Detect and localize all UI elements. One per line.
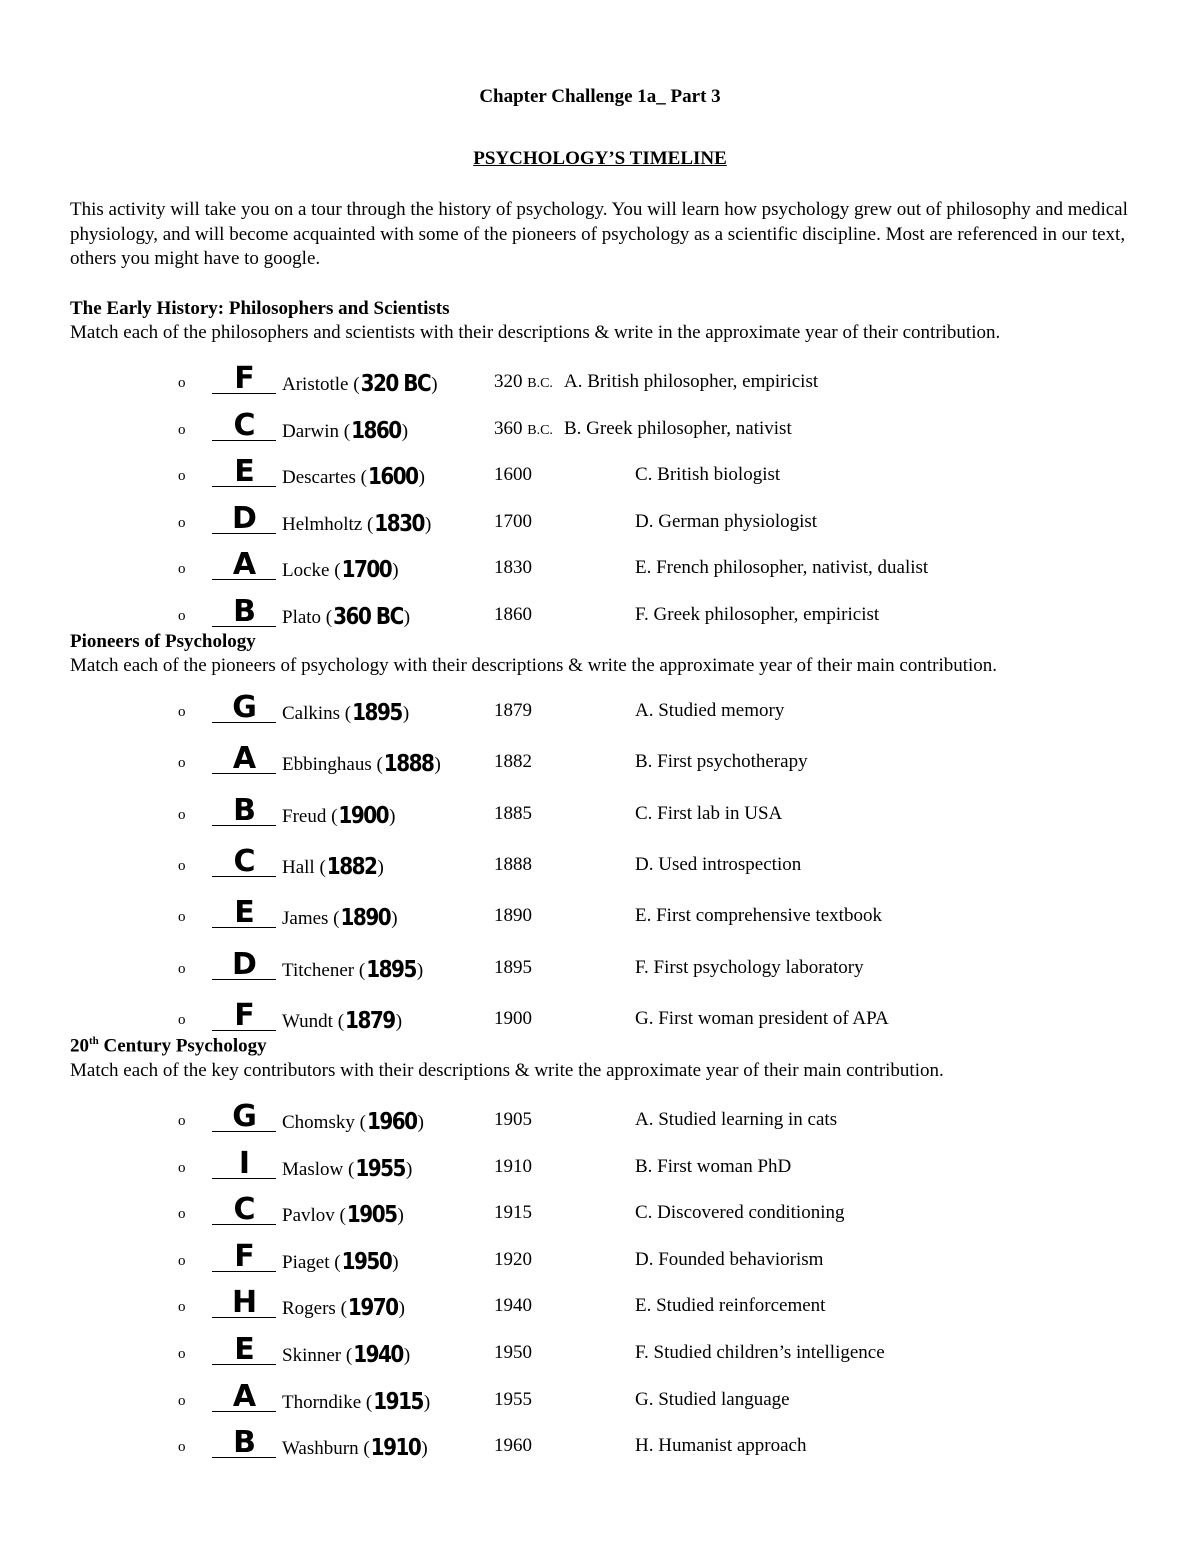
option-description: E. First comprehensive textbook: [635, 905, 882, 927]
bullet-marker: o: [178, 1011, 186, 1028]
person-name: [282, 905, 398, 930]
handwritten-year[interactable]: 1940: [353, 1340, 403, 1368]
option-description: A. British philosopher, empiricist: [564, 371, 819, 392]
bullet-marker: o: [178, 1392, 186, 1409]
option-description: C. Discovered conditioning: [635, 1202, 845, 1224]
closing-paren: ): [403, 1345, 411, 1366]
option-description: B. First woman PhD: [635, 1155, 792, 1177]
answer-blank[interactable]: [212, 361, 276, 394]
match-row: [0, 1099, 1200, 1139]
answer-blank[interactable]: [212, 998, 276, 1031]
answer-blank[interactable]: [212, 947, 276, 980]
closing-paren: ): [416, 959, 424, 981]
match-row: [0, 547, 1200, 587]
person-name-text: Washburn (: [282, 1438, 370, 1460]
handwritten-answer-letter: G: [232, 1099, 256, 1134]
person-name-text: Titchener (: [282, 959, 366, 981]
match-row: [0, 1378, 1200, 1419]
section-heading-20th-century: [70, 1035, 267, 1057]
match-row: [0, 946, 1200, 987]
option-year: 1900: [494, 1007, 532, 1029]
person-name-text: Piaget (: [282, 1251, 341, 1273]
answer-blank[interactable]: [212, 690, 276, 723]
option-description: G. First woman president of APA: [635, 1007, 889, 1029]
handwritten-year[interactable]: 1955: [355, 1153, 405, 1182]
closing-paren: ): [424, 513, 432, 535]
answer-blank[interactable]: [212, 408, 276, 441]
bullet-marker: o: [178, 561, 186, 577]
option-description: F. Studied children’s intelligence: [635, 1342, 885, 1363]
person-name-text: Darwin (: [282, 420, 351, 442]
option-year: 1600: [494, 464, 532, 485]
handwritten-answer-letter: A: [232, 547, 256, 582]
bullet-marker: o: [178, 1113, 186, 1129]
person-name: [282, 415, 409, 444]
bullet-marker: o: [178, 1299, 186, 1316]
option-description: E. Studied reinforcement: [635, 1295, 826, 1317]
closing-paren: ): [389, 805, 396, 827]
handwritten-answer-letter: C: [233, 407, 255, 443]
handwritten-year[interactable]: 1830: [374, 508, 424, 537]
option-description: E. French philosopher, nativist, dualist: [635, 557, 929, 578]
option-year: 1879: [494, 700, 532, 721]
handwritten-year[interactable]: 1700: [341, 555, 392, 583]
option-description: F. Greek philosopher, empiricist: [635, 603, 880, 625]
handwritten-answer-letter: B: [233, 792, 255, 828]
handwritten-year[interactable]: 1915: [373, 1386, 423, 1415]
person-name-text: Hall (: [282, 856, 326, 878]
handwritten-answer-letter: G: [232, 690, 256, 725]
handwritten-year[interactable]: 1970: [347, 1293, 398, 1322]
handwritten-year[interactable]: 360 BC: [333, 601, 403, 630]
section-instruction-early-history: Match each of the philosophers and scientists with their descriptions & write in the approximate year of their contribution.: [70, 322, 1001, 343]
closing-paren: ): [421, 1438, 428, 1460]
match-row: [0, 361, 1200, 401]
bullet-marker: o: [178, 375, 186, 391]
option-description: C. British biologist: [635, 464, 781, 485]
bullet-marker: o: [178, 857, 186, 874]
person-name: [282, 700, 409, 725]
bullet-marker: o: [178, 468, 186, 484]
answer-blank[interactable]: [212, 1379, 276, 1412]
section-instruction-20th-century: Match each of the key contributors with their descriptions & write the approximate year of their main contribution.: [70, 1060, 944, 1081]
closing-paren: ): [392, 560, 399, 581]
person-name-text: Rogers (: [282, 1298, 347, 1320]
handwritten-answer-letter: I: [238, 1145, 250, 1181]
person-name: [282, 1109, 424, 1134]
handwritten-year[interactable]: 1895: [352, 698, 402, 726]
handwritten-answer-letter: E: [234, 895, 254, 931]
person-name: [282, 1202, 404, 1227]
answer-blank[interactable]: [212, 1192, 276, 1228]
page-subtitle: PSYCHOLOGY’S TIMELINE: [473, 148, 727, 169]
answer-blank[interactable]: [212, 1099, 276, 1132]
answer-blank[interactable]: [212, 594, 276, 627]
person-name-text: Skinner (: [282, 1345, 353, 1366]
match-row: [0, 593, 1200, 634]
person-name: [282, 601, 411, 630]
option-year: 1885: [494, 802, 532, 824]
match-row: [0, 500, 1200, 541]
match-row: [0, 1285, 1200, 1325]
handwritten-answer-letter: F: [234, 361, 254, 396]
answer-blank[interactable]: [212, 501, 276, 534]
handwritten-year[interactable]: 1950: [341, 1246, 392, 1275]
match-row: [0, 792, 1200, 833]
person-name: [282, 371, 438, 396]
person-name-text: Chomsky (: [282, 1112, 366, 1133]
bullet-marker: o: [178, 1346, 186, 1362]
option-description: B. First psychotherapy: [635, 751, 808, 773]
option-year: 1960: [494, 1435, 532, 1457]
bullet-marker: o: [178, 1159, 186, 1176]
answer-blank[interactable]: [212, 1146, 276, 1179]
answer-blank[interactable]: [212, 1239, 276, 1272]
handwritten-year[interactable]: 1888: [383, 749, 434, 778]
option-year: 1940: [494, 1295, 532, 1317]
person-name-text: Aristotle (: [282, 374, 360, 395]
bullet-marker: o: [178, 960, 186, 977]
bullet-marker: o: [178, 1439, 186, 1456]
option-year: 1700: [494, 510, 532, 532]
person-name: [282, 1435, 428, 1460]
person-name: [282, 954, 424, 983]
match-row: [0, 895, 1200, 935]
option-year: 1895: [494, 956, 532, 978]
match-row: [0, 997, 1200, 1038]
person-name: [282, 1342, 410, 1367]
option-year: 1860: [494, 603, 532, 625]
option-year: 1882: [494, 751, 532, 773]
option-description: A. Studied memory: [635, 700, 785, 721]
option-year: 1910: [494, 1155, 532, 1177]
option-year: 1955: [494, 1388, 532, 1410]
bullet-marker: o: [178, 607, 186, 624]
bullet-marker: o: [178, 909, 186, 926]
handwritten-year[interactable]: 1960: [366, 1107, 417, 1135]
handwritten-answer-letter: A: [232, 741, 256, 777]
page-title: Chapter Challenge 1a_ Part 3: [479, 86, 721, 107]
intro-paragraph: This activity will take you on a tour through the history of psychology. You will learn how psychology grew out of philosophy and medical physiology, and will become acquainted with some of the pioneers of psychology as a scientific discipline. Most are referenced in our text, others you might have to google.: [70, 199, 1128, 269]
handwritten-year[interactable]: 1879: [345, 1005, 395, 1034]
option-year: 1830: [494, 557, 532, 578]
closing-paren: ): [434, 754, 441, 776]
handwritten-year[interactable]: 1910: [370, 1433, 421, 1461]
person-name-text: Locke (: [282, 560, 341, 581]
option-description: D. Founded behaviorism: [635, 1248, 824, 1270]
option-year: 1905: [494, 1109, 532, 1130]
handwritten-answer-letter: D: [232, 500, 256, 536]
handwritten-answer-letter: F: [234, 1238, 254, 1274]
person-name: [282, 751, 441, 776]
option-year: 360 B.C.: [494, 417, 553, 439]
closing-paren: ): [431, 374, 438, 395]
bullet-marker: o: [178, 1252, 186, 1269]
option-year: 1915: [494, 1202, 532, 1224]
person-name-text: Plato (: [282, 606, 333, 628]
handwritten-year[interactable]: 1905: [346, 1200, 397, 1228]
section-heading-number: 20: [70, 1035, 89, 1057]
person-name: [282, 1005, 403, 1034]
answer-blank[interactable]: [212, 547, 276, 580]
answer-blank[interactable]: [212, 844, 276, 877]
match-row: [0, 1145, 1200, 1186]
match-row: [0, 843, 1200, 884]
section-heading-text: Century Psychology: [98, 1035, 267, 1057]
section-instruction-pioneers: Match each of the pioneers of psychology with their descriptions & write the approximate year of their main contribution.: [70, 655, 998, 676]
section-heading-ordinal: th: [89, 1035, 99, 1047]
option-description: D. German physiologist: [635, 510, 818, 532]
person-name-text: Freud (: [282, 805, 338, 827]
section-heading-early-history: The Early History: Philosophers and Scientists: [70, 298, 450, 319]
person-name: [282, 800, 396, 829]
person-name: [282, 1246, 399, 1275]
person-name: [282, 464, 425, 489]
match-row: [0, 407, 1200, 448]
handwritten-answer-letter: A: [232, 1378, 256, 1414]
handwritten-year[interactable]: 1895: [366, 954, 416, 983]
handwritten-year[interactable]: 320 BC: [360, 369, 431, 397]
person-name: [282, 1295, 405, 1320]
person-name-text: Pavlov (: [282, 1205, 346, 1227]
person-name-text: Calkins (: [282, 703, 352, 724]
handwritten-year[interactable]: 1860: [351, 415, 401, 444]
match-row: [0, 1332, 1200, 1372]
match-row: [0, 690, 1200, 730]
handwritten-answer-letter: E: [234, 1332, 254, 1367]
handwritten-year[interactable]: 1600: [367, 462, 418, 490]
handwritten-year[interactable]: 1890: [340, 903, 391, 931]
match-row: [0, 741, 1200, 781]
option-year: 1950: [494, 1342, 532, 1363]
closing-paren: ): [405, 1158, 413, 1180]
person-name: [282, 854, 384, 879]
answer-blank[interactable]: [212, 1285, 276, 1321]
person-name-text: Ebbinghaus (: [282, 754, 383, 776]
closing-paren: ): [402, 703, 410, 724]
closing-paren: ): [397, 1205, 404, 1227]
person-name: [282, 1386, 431, 1415]
person-name: [282, 1153, 413, 1182]
match-row: [0, 454, 1200, 494]
person-name: [282, 508, 432, 537]
option-year: 1890: [494, 905, 532, 927]
closing-paren: ): [403, 606, 411, 628]
handwritten-answer-letter: C: [233, 1192, 255, 1228]
section-heading-pioneers: Pioneers of Psychology: [70, 631, 256, 652]
handwritten-answer-letter: D: [232, 946, 256, 982]
handwritten-answer-letter: B: [233, 1425, 255, 1461]
person-name-text: Thorndike (: [282, 1391, 373, 1413]
match-row: [0, 1192, 1200, 1232]
handwritten-year[interactable]: 1900: [338, 800, 389, 829]
person-name-text: Descartes (: [282, 467, 367, 488]
answer-blank[interactable]: [212, 454, 276, 487]
closing-paren: ): [377, 856, 384, 878]
option-year: 1920: [494, 1248, 532, 1270]
handwritten-answer-letter: C: [233, 843, 255, 879]
match-row: [0, 1238, 1200, 1279]
closing-paren: ): [417, 1112, 424, 1133]
bullet-marker: o: [178, 421, 186, 438]
answer-blank[interactable]: [212, 741, 276, 777]
match-row: [0, 1425, 1200, 1465]
answer-blank[interactable]: [212, 793, 276, 826]
handwritten-answer-letter: F: [234, 997, 254, 1033]
option-description: D. Used introspection: [635, 853, 802, 875]
closing-paren: ): [423, 1391, 431, 1413]
closing-paren: ): [398, 1298, 405, 1320]
option-description: H. Humanist approach: [635, 1435, 807, 1457]
handwritten-answer-letter: E: [234, 454, 254, 489]
answer-blank[interactable]: [212, 1332, 276, 1365]
option-description: F. First psychology laboratory: [635, 956, 864, 978]
option-description: G. Studied language: [635, 1388, 790, 1410]
closing-paren: ): [395, 1010, 403, 1032]
bullet-marker: o: [178, 704, 186, 720]
closing-paren: ): [391, 908, 398, 930]
option-year: 1888: [494, 853, 532, 875]
handwritten-answer-letter: H: [231, 1285, 257, 1321]
bullet-marker: o: [178, 1206, 186, 1223]
closing-paren: ): [418, 467, 425, 488]
person-name-text: James (: [282, 908, 340, 930]
bullet-marker: o: [178, 755, 186, 772]
bullet-marker: o: [178, 806, 186, 823]
person-name: [282, 557, 399, 582]
option-description: A. Studied learning in cats: [635, 1109, 838, 1130]
option-description: B. Greek philosopher, nativist: [564, 417, 792, 439]
answer-blank[interactable]: [212, 895, 276, 931]
option-year: 320 B.C.: [494, 371, 553, 392]
closing-paren: ): [401, 420, 409, 442]
handwritten-answer-letter: B: [233, 593, 255, 629]
person-name-text: Wundt (: [282, 1010, 345, 1032]
person-name-text: Maslow (: [282, 1158, 355, 1180]
closing-paren: ): [392, 1251, 399, 1273]
bullet-marker: o: [178, 514, 186, 531]
handwritten-year[interactable]: 1882: [326, 852, 377, 880]
answer-blank[interactable]: [212, 1425, 276, 1461]
person-name-text: Helmholtz (: [282, 513, 374, 535]
option-description: C. First lab in USA: [635, 802, 783, 824]
